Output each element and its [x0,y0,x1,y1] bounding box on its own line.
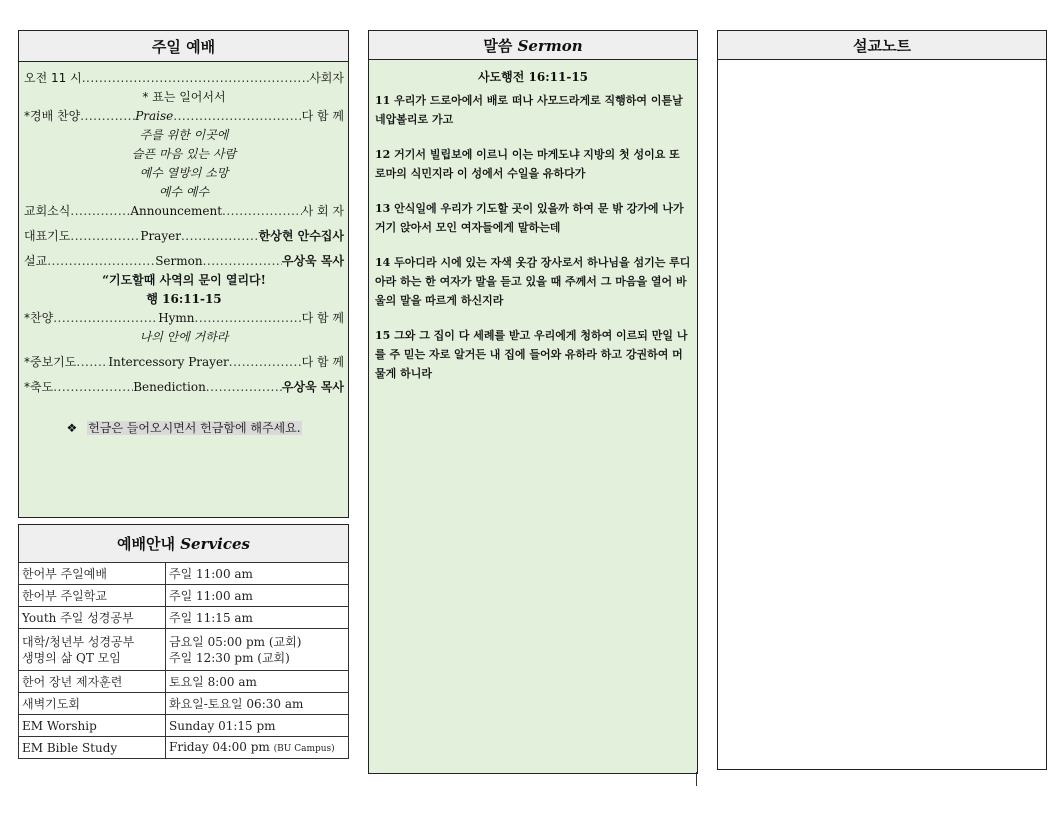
service-name: Youth 주일 성경공부 [19,607,166,629]
verse-13: 13 안식일에 우리가 기도할 곳이 있을까 하여 문 밖 강가에 나가 거기 앉아서 모인 여자들에게 말하는데 [375,202,684,234]
dot-leader [70,204,130,218]
prayer-ko: 대표기도 [24,229,71,243]
dot-leader [82,71,310,85]
worship-title: 주일 예배 [18,30,349,62]
notes-area[interactable] [717,60,1047,770]
order-row-time [24,69,344,88]
service-name: 한어부 주일학교 [19,585,166,607]
service-time: 주일 11:15 am [166,607,349,629]
prayer-who: 한상현 안수집사 [258,229,344,243]
services-panel [18,524,349,759]
sermon-ko: 설교 [24,254,48,268]
notes-title: 설교노트 [717,30,1047,60]
verse-15: 15 그와 그 집이 다 세례를 받고 우리에게 청하여 이르되 만일 나를 주 믿는 자로 알거든 내 집에 들어와 유하라 하고 강권하여 머물게 하니라 [375,329,688,380]
service-name: 새벽기도회 [19,693,166,715]
intercession-en: Intercessory Prayer [108,355,229,369]
prayer-en: Prayer [140,229,181,243]
dot-leader [80,109,135,123]
table-row [19,585,349,607]
dot-leader [222,204,302,218]
announce-ko: 교회소식 [24,204,71,218]
dot-leader [53,380,133,394]
sermon-body [368,60,698,774]
praise-en: Praise [135,109,174,123]
verse-11: 11 우리가 드로아에서 배로 떠나 사모드라게로 직행하여 이튿날 네압볼리로 가고 [375,94,683,126]
praise-lyric-2: 슬픈 마음 있는 사람 [131,147,237,161]
service-time: Sunday 01:15 pm [166,715,349,737]
service-time-note: (BU Campus) [273,743,335,754]
notes-panel [717,30,1047,770]
time-label: 오전 11 시 [24,71,82,85]
dot-leader [53,311,158,325]
sermon-who: 우상욱 목사 [281,254,344,268]
table-row [19,737,349,759]
service-name [19,629,166,671]
sermon-header-ko: 말씀 [483,37,513,55]
worship-order-body [18,62,349,518]
service-time [166,737,349,759]
sermon-panel [368,30,698,774]
dot-leader [70,229,140,243]
offering-text: 헌금은 들어오시면서 헌금함에 해주세요. [88,421,301,435]
service-name: 한어부 주일예배 [19,563,166,585]
service-time: 토요일 8:00 am [166,671,349,693]
diamond-bullet-icon: ❖ [66,421,78,435]
hymn-ko: *찬양 [24,311,54,325]
dot-leader [206,380,282,394]
table-row [19,607,349,629]
dot-leader [195,311,302,325]
dot-leader [181,229,259,243]
verse-12: 12 거기서 빌립보에 이르니 이는 마게도냐 지방의 첫 성이요 또 로마의 식민지라 이 성에서 수일을 유하다가 [375,148,680,180]
sermon-en: Sermon [155,254,203,268]
service-name: EM Bible Study [19,737,166,759]
service-name: EM Worship [19,715,166,737]
services-title [18,524,349,562]
announce-who: 사 회 자 [301,204,344,218]
service-name: 한어 장년 제자훈련 [19,671,166,693]
dot-leader [203,254,282,268]
scripture-reference: 사도행전 16:11-15 [477,70,589,84]
service-time-line1: 금요일 05:00 pm (교회) [169,634,302,649]
benediction-ko: *축도 [24,380,54,394]
service-name-line2: 생명의 삶 QT 모임 [22,650,121,665]
order-row-hymn [24,309,344,328]
services-table [18,562,349,759]
services-title-en: Services [180,535,251,553]
dot-leader [76,355,108,369]
dot-leader [173,109,301,123]
table-row [19,693,349,715]
service-name-line1: 대학/청년부 성경공부 [22,634,135,649]
praise-lyric-3: 예수 열방의 소망 [139,166,229,180]
service-time [166,629,349,671]
time-role: 사회자 [309,71,344,85]
order-row-benediction [24,378,344,397]
table-row [19,629,349,671]
praise-lyric-4: 예수 예수 [158,185,210,199]
order-row-announcement [24,202,344,221]
table-row [19,563,349,585]
hymn-title: 나의 안에 거하라 [139,330,229,344]
dot-leader [47,254,155,268]
service-time-main: Friday 04:00 pm [169,739,270,754]
divider-line [696,772,697,786]
table-row [19,715,349,737]
praise-ko: *경배 찬양 [24,109,81,123]
sermon-header [368,30,698,60]
service-time: 주일 11:00 am [166,585,349,607]
services-title-ko: 예배안내 [116,535,175,553]
intercession-who: 다 함 께 [301,355,344,369]
order-row-praise [24,107,344,126]
praise-lyric-1: 주를 위한 이곳에 [139,128,229,142]
hymn-en: Hymn [158,311,195,325]
sermon-reference: 행 16:11-15 [146,292,222,306]
order-row-sermon [24,252,344,271]
order-row-intercession [24,353,344,372]
verse-14: 14 두아디라 시에 있는 자색 옷감 장사로서 하나님을 섬기는 루디아라 하는 한 여자가 말을 듣고 있을 때 주께서 그 마음을 열어 바울의 말을 따르게 하신지라 [375,256,691,307]
announce-en: Announcement [130,204,223,218]
order-row-prayer [24,227,344,246]
sermon-header-en: Sermon [517,37,583,55]
praise-who: 다 함 께 [301,109,344,123]
standing-note: * 표는 일어서서 [142,90,226,104]
worship-order-panel [18,30,349,518]
service-time-line2: 주일 12:30 pm (교회) [169,650,290,665]
intercession-ko: *중보기도 [24,355,77,369]
standing-note-row [24,88,344,107]
sermon-title: “기도할때 사역의 문이 열리다! [102,273,266,287]
benediction-who: 우상욱 목사 [281,380,344,394]
hymn-who: 다 함 께 [301,311,344,325]
table-row [19,671,349,693]
offering-note [24,419,344,436]
service-time: 화요일-토요일 06:30 am [166,693,349,715]
benediction-en: Benediction [133,380,206,394]
service-time: 주일 11:00 am [166,563,349,585]
dot-leader [229,355,302,369]
